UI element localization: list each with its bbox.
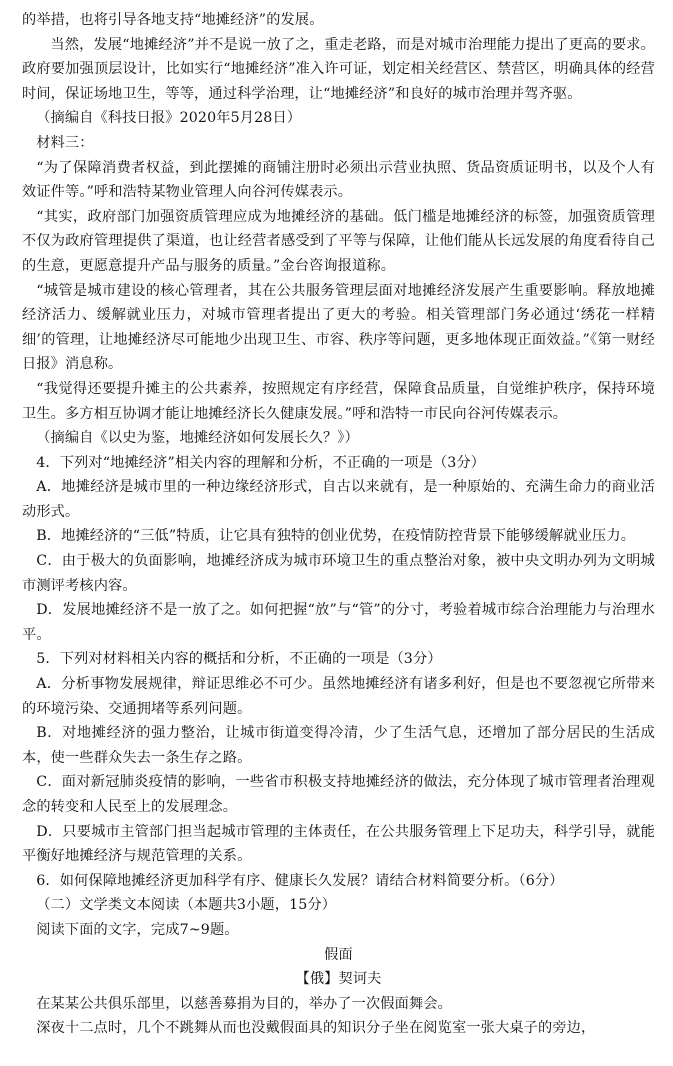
- paragraph: 深夜十二点时，几个不跳舞从而也没戴假面具的知识分子坐在阅览室一张大桌子的旁边，: [36, 1020, 596, 1037]
- paragraph: “为了保障消费者权益，到此摆摊的商铺注册时必须出示营业执照、货品资质证明书，以及个人有效证件等。”呼和浩特某物业管理人向谷河传媒表示。: [22, 159, 655, 201]
- paragraph: 在某某公共俱乐部里，以慈善募捐为目的，举办了一次假面舞会。: [36, 995, 452, 1012]
- paragraph: 6．如何保障地摊经济更加科学有序、健康长久发展？请结合材料简要分析。（6分）: [36, 872, 564, 889]
- paragraph: （摘编自《以史为鉴，地摊经济如何发展长久？》）: [36, 430, 359, 447]
- paragraph: D．只要城市主管部门担当起城市管理的主体责任，在公共服务管理上下足功夫，科学引导，就能平衡好地摊经济与规范管理的关系。: [22, 823, 655, 865]
- paragraph: 阅读下面的文字，完成7~9题。: [36, 921, 239, 938]
- paragraph: A．地摊经济是城市里的一种边缘经济形式，自古以来就有，是一种原始的、充满生命力的商业活动形式。: [22, 479, 655, 520]
- paragraph: “我觉得还要提升摊主的公共素养，按照规定有序经营，保障食品质量，自觉维护秩序，保持环境卫生。多方相互协调才能让地摊经济长久健康发展。”呼和浩特一市民向谷河传媒表示。: [22, 380, 655, 422]
- paragraph: A．分析事物发展规律，辩证思维必不可少。虽然地摊经济有诸多利好，但是也不要忽视它所带来的环境污染、交通拥堵等系列问题。: [22, 676, 655, 717]
- paragraph: 当然，发展“地摊经济”并不是说一放了之，重走老路，而是对城市治理能力提出了更高的要求。政府要加强顶层设计，比如实行“地摊经济”准入许可证，划定相关经营区、禁营区，明确具体的经营时间，保证场地卫生，等等，通过科学治理，让“地摊经济”和良好的城市治理并驾齐驱。: [22, 36, 655, 102]
- paragraph: D．发展地摊经济不是一放了之。如何把握“放”与“管”的分寸，考验着城市综合治理能力与治理水平。: [22, 602, 655, 643]
- paragraph: B．对地摊经济的强力整治，让城市街道变得冷清，少了生活气息，还增加了部分居民的生活成本，使一些群众失去一条生存之路。: [22, 725, 655, 766]
- heading-line: 【俄】契诃夫: [295, 971, 382, 988]
- paragraph: 5．下列对材料相关内容的概括和分析，不正确的一项是（3分）: [36, 651, 442, 668]
- paragraph: 材料三：: [36, 134, 94, 151]
- paragraph: “城管是城市建设的核心管理者，其在公共服务管理层面对地摊经济发展产生重要影响。释放地摊经济活力、缓解就业压力，对城市管理者提出了更大的考验。相关管理部门务必通过‘绣花一样精细’的管理，让地摊经济尽可能地少出现卫生、市容、秩序等问题，更多地体现正面效益。”《第一财经日报》消息称。: [22, 282, 655, 373]
- heading-line: 假面: [324, 946, 353, 963]
- paragraph: C．面对新冠肺炎疫情的影响，一些省市积极支持地摊经济的做法，充分体现了城市管理者治理观念的转变和人民至上的发展理念。: [22, 774, 655, 815]
- paragraph: 4．下列对“地摊经济”相关内容的理解和分析，不正确的一项是（3分）: [36, 454, 486, 471]
- paragraph: “其实，政府部门加强资质管理应成为地摊经济的基础。低门槛是地摊经济的标签，加强资质管理不仅为政府管理提供了渠道，也让经营者感受到了平等与保障，让他们能从长远发展的角度看待自己的生意，更愿意提升产品与服务的质量。”金台咨询报道称。: [22, 208, 655, 274]
- paragraph: 的举措，也将引导各地支持“地摊经济”的发展。: [22, 12, 324, 28]
- paragraph: C．由于极大的负面影响，地摊经济成为城市环境卫生的重点整治对象，被中央文明办列为文明城市测评考核内容。: [22, 553, 655, 594]
- paragraph: （二）文学类文本阅读（本题共3小题，15分）: [36, 897, 337, 914]
- paragraph: B．地摊经济的“三低”特质，让它具有独特的创业优势，在疫情防控背景下能够缓解就业压力。: [36, 528, 636, 545]
- paragraph: （摘编自《科技日报》2020年5月28日）: [36, 110, 302, 127]
